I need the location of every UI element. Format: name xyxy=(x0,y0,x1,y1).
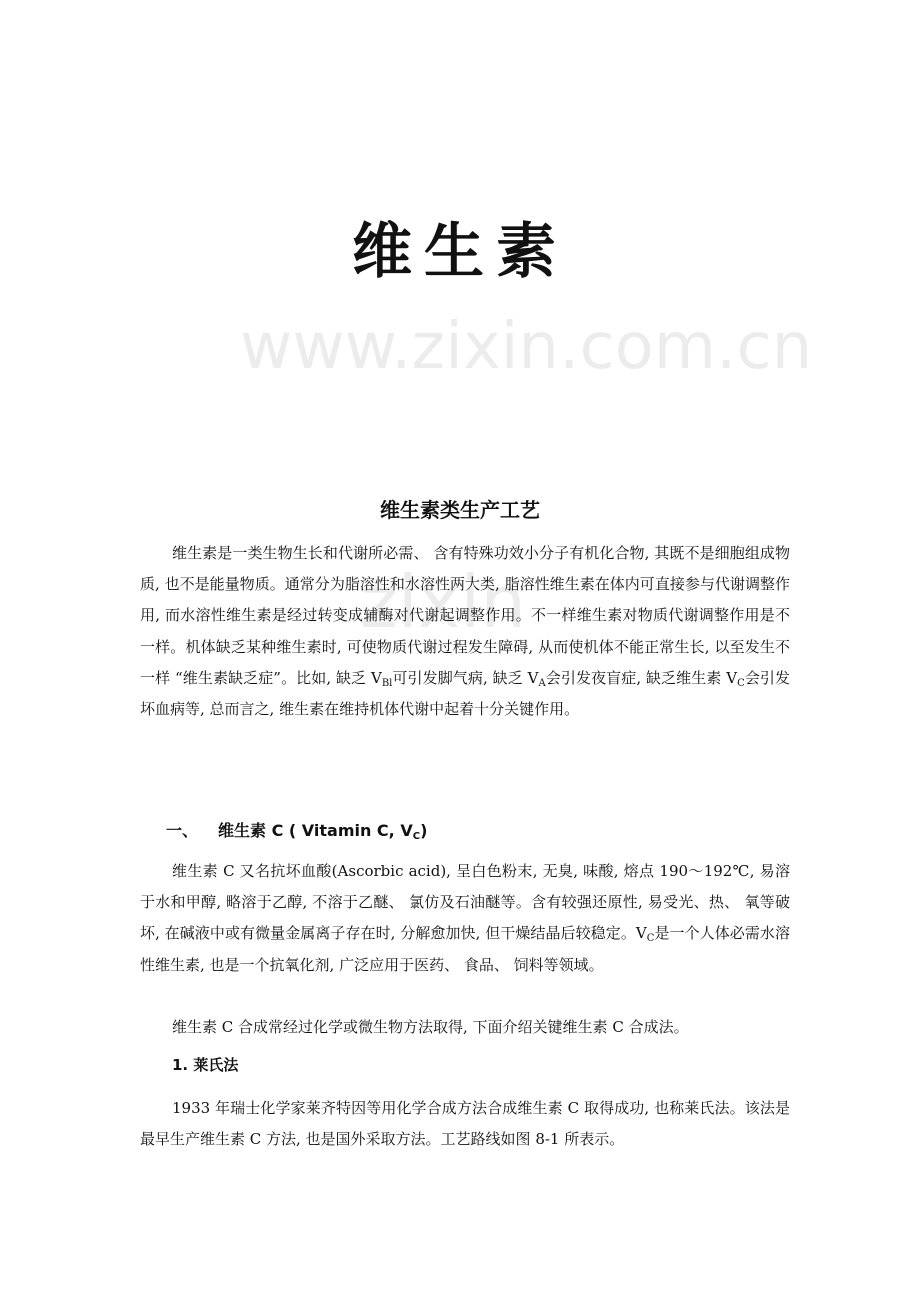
intro-text-2: 可引发脚气病, 缺乏 V xyxy=(392,668,539,687)
sub-title: 维生素类生产工艺 xyxy=(380,498,540,522)
section-title: 维生素 C ( Vitamin C, V xyxy=(218,821,413,840)
intro-text-4: 会引发坏血病等, 总而言之, 维生素在维持机体代谢中起着十分关键作用。 xyxy=(140,668,791,719)
reichstein-paragraph: 1933 年瑞士化学家莱齐特因等用化学合成方法合成维生素 C 取得成功, 也称莱氏法。该法是最早生产维生素 C 方法, 也是国外采取方法。工艺路线如图 8-1 所表示。 xyxy=(140,1099,790,1149)
intro-text-1: 维生素是一类生物生长和代谢所必需、 含有特殊功效小分子有机化合物, 其既不是细胞组成物质, 也不是能量物质。通常分为脂溶性和水溶性两大类, 脂溶性维生素在体内可直接参与代谢调整作用, 而水溶性维生素是经过转变成辅酶对代谢起调整作用。不一样维生素对物质代谢调整作用是不一样。机体缺乏某种维生素时, 可使物质代谢过程发生障碍, 从而使机体不能正常生长, 以至发生不一样 “维生素缺乏症”。比如, 缺乏 V xyxy=(140,544,790,687)
section-number: 一、 xyxy=(166,821,199,840)
intro-sub-a: A xyxy=(538,677,546,689)
subsection-heading-reichstein: 1. 莱氏法 xyxy=(172,1056,239,1074)
intro-text-3: 会引发夜盲症, 缺乏维生素 V xyxy=(545,668,738,687)
intro-paragraph xyxy=(140,538,790,725)
vc-sub-c: C xyxy=(646,933,655,945)
vc-text-2: 是一个人体必需水溶性维生素, 也是一个抗氧化剂, 广泛应用于医药、 食品、 饲料等领域。 xyxy=(140,924,790,974)
section-title-sub: C xyxy=(412,831,421,842)
vitamin-c-paragraph xyxy=(140,856,790,981)
section-title-close: ) xyxy=(420,821,428,840)
vc-text-1: 维生素 C 又名抗坏血酸(Ascorbic acid), 呈白色粉末, 无臭, 味酸, 熔点 190～192℃, 易溶于水和甲醇, 略溶于乙醇, 不溶于乙醚、 氯仿及石油醚等。含有较强还原性, 易受光、热、 氧等破坏, 在碱液中或有微量金属离子存在时, 分解愈加快, 但干燥结晶后较稳定。V xyxy=(140,862,790,943)
watermark-line-2: zixin xyxy=(360,560,527,644)
watermark-line-1: www.zixin.com.cn xyxy=(240,310,813,384)
synthesis-paragraph: 维生素 C 合成常经过化学或微生物方法取得, 下面介绍关键维生素 C 合成法。 xyxy=(172,1018,689,1036)
intro-sub-b1: Bl xyxy=(381,677,393,689)
intro-sub-c: C xyxy=(737,677,745,689)
section-heading-vitamin-c xyxy=(166,818,427,841)
main-title: 维生素 xyxy=(352,217,568,287)
